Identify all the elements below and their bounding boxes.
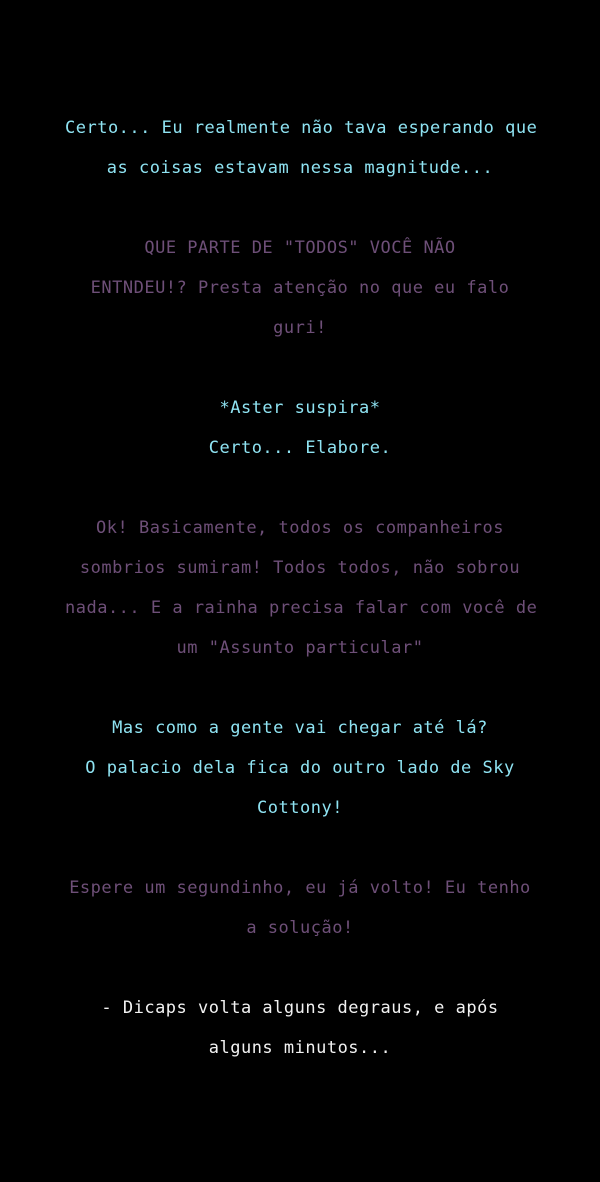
dialogue-block-dicaps-2 [65,508,538,668]
dialogue-line: QUE PARTE DE "TODOS" VOCÊ NÃO [144,238,456,258]
dialogue-line: as coisas estavam nessa magnitude... [106,158,494,178]
story-text [0,108,600,1108]
dialogue-line: Ok! Basicamente, todos os companheiros [96,518,504,538]
dialogue-line: Espere um segundinho, eu já volto! Eu tenho [69,878,531,898]
dialogue-block-dicaps-3 [65,868,535,948]
narration-line: alguns minutos... [208,1038,392,1058]
dialogue-line: Mas como a gente vai chegar até lá? [112,718,488,738]
dialogue-line: a solução! [246,918,354,938]
narration-line: - Dicaps volta alguns degraus, e após [101,998,499,1018]
dialogue-line: *Aster suspira* [219,398,381,418]
dialogue-block-aster-1 [65,108,538,188]
dialogue-line: sombrios sumiram! Todos todos, não sobrou [79,558,521,578]
dialogue-line: Certo... Eu realmente não tava esperando que [65,118,538,138]
dialogue-line: guri! [273,318,327,338]
dialogue-line: Cottony! [257,798,343,818]
narration-block [65,988,535,1068]
dialogue-line: um "Assunto particular" [176,638,424,658]
dialogue-line: ENTNDEU!? Presta atenção no que eu falo [90,278,510,298]
dialogue-block-aster-3 [65,708,535,828]
dialogue-line: O palacio dela fica do outro lado de Sky [85,758,515,778]
dialogue-block-aster-2 [65,388,535,468]
dialogue-line: Certo... Elabore. [208,438,392,458]
dialogue-block-dicaps-1 [65,228,535,348]
dialogue-line: nada... E a rainha precisa falar com você de [65,598,538,618]
